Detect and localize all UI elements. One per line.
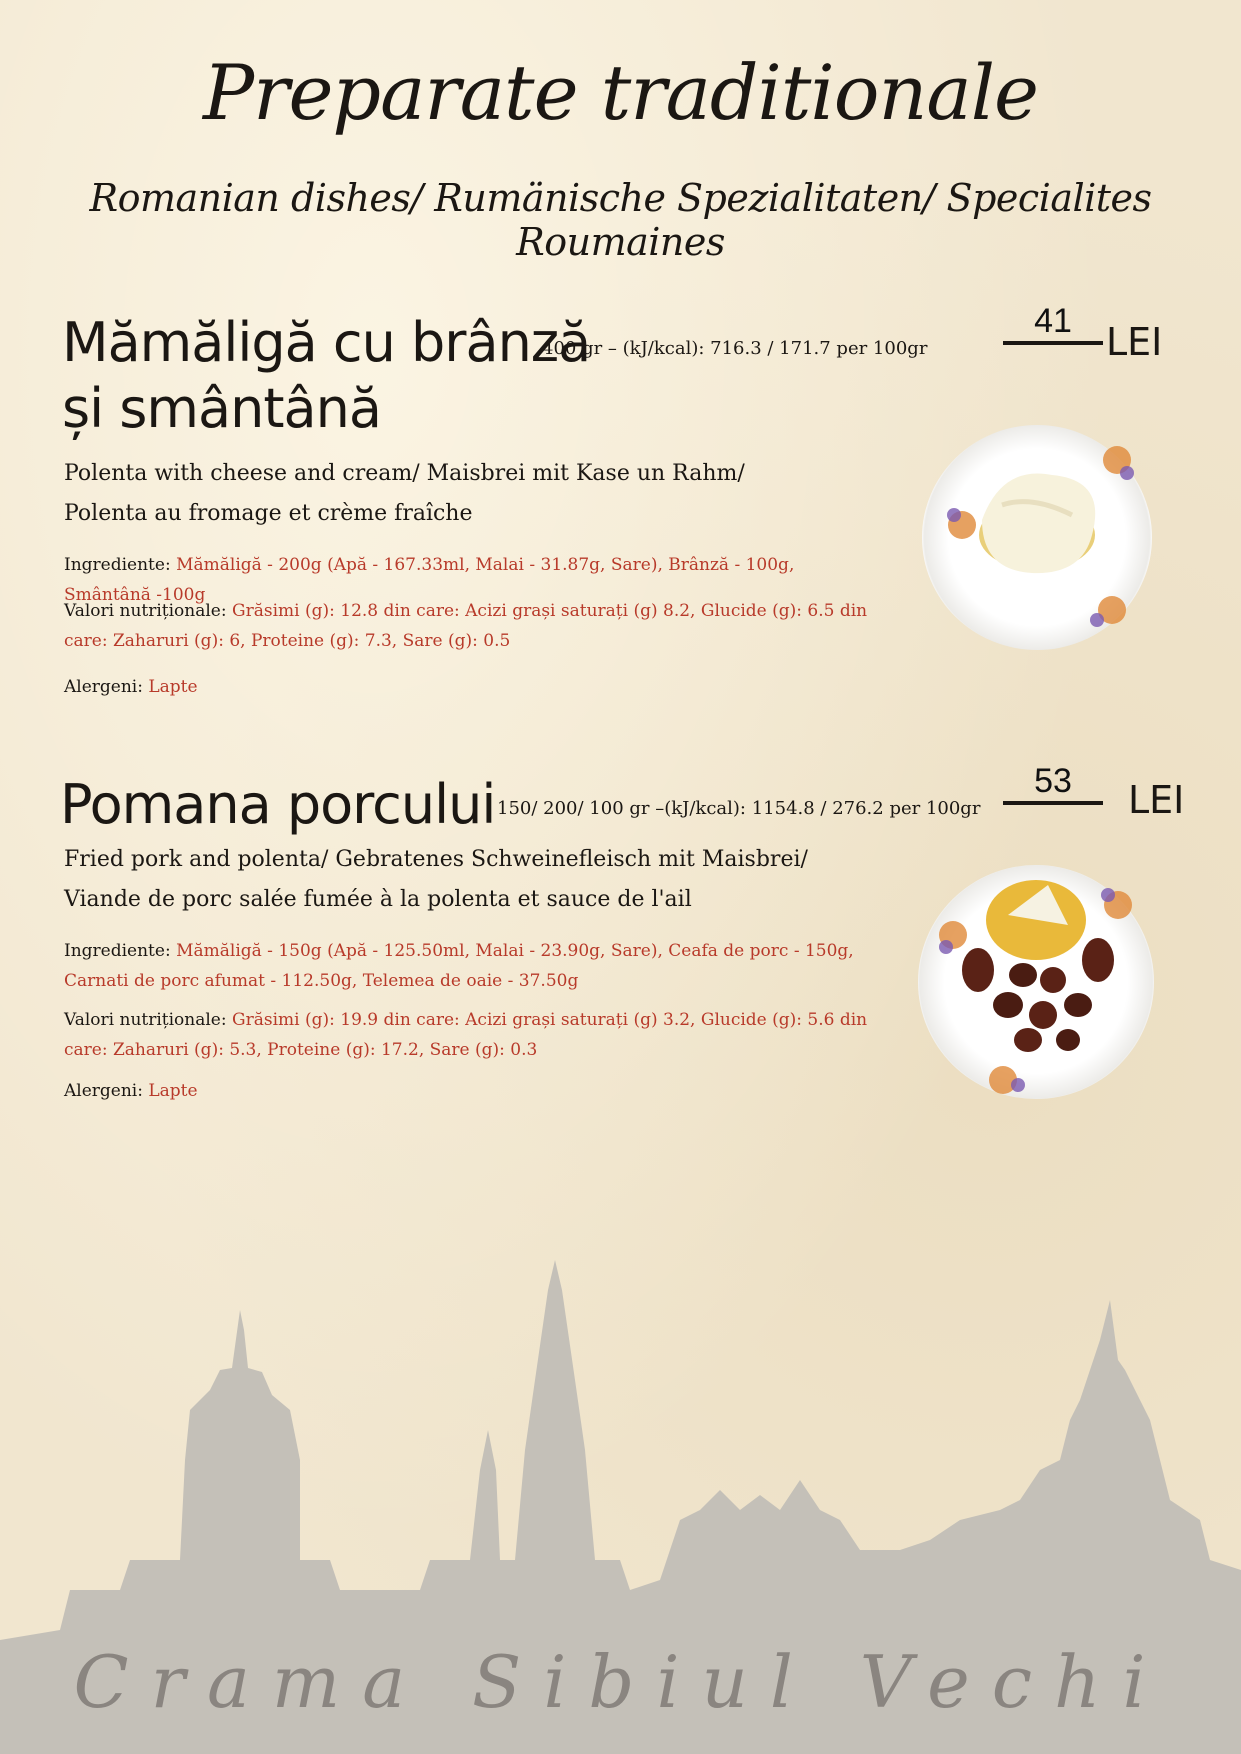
restaurant-brand: Crama Sibiul Vechi <box>73 1640 1168 1724</box>
dish-name-line: și smântână <box>62 377 381 440</box>
page-title: Preparate traditionale <box>202 48 1038 137</box>
page-subtitle: Romanian dishes/ Rumänische Spezialitaten/ Specialites Roumaines <box>89 176 1152 264</box>
price-currency: LEI <box>1128 778 1185 822</box>
dish-nutrition <box>64 596 884 656</box>
description-line: Polenta with cheese and cream/ Maisbrei mit Kase un Rahm/ <box>64 461 745 486</box>
nutrition-text: Grăsimi (g): 19.9 din care: Acizi grași saturați (g) 3.2, Glucide (g): 5.6 din care: Zaharuri (g): 5.3, Proteine (g): 17.2, Sare (g): 0.3 <box>64 1010 868 1060</box>
dish-weight: 400 gr – (kJ/kcal): 716.3 / 171.7 per 100gr <box>542 338 928 359</box>
dish-weight: 150/ 200/ 100 gr –(kJ/kcal): 1154.8 / 276.2 per 100gr <box>497 798 981 819</box>
price-value: 53 <box>1034 762 1072 800</box>
allergens-text: Lapte <box>148 677 198 697</box>
dish-nutrition <box>64 1005 884 1065</box>
description-line: Viande de porc salée fumée à la polenta et sauce de l'ail <box>64 887 692 912</box>
description-line: Polenta au fromage et crème fraîche <box>64 501 473 526</box>
nutrition-text: Grăsimi (g): 12.8 din care: Acizi grași saturați (g) 8.2, Glucide (g): 6.5 din care: Zaharuri (g): 6, Proteine (g): 7.3, Sare (g): 0.5 <box>64 601 868 651</box>
dish-description <box>64 454 745 534</box>
dish-price <box>1003 302 1103 345</box>
ingredients-text: Mămăligă - 200g (Apă - 167.33ml, Malai - 31.87g, Sare), Brânză - 100g, Smântână -100g <box>64 555 795 605</box>
allergens-label: Alergeni: <box>64 1081 143 1101</box>
ingredients-text: Mămăligă - 150g (Apă - 125.50ml, Malai - 23.90g, Sare), Ceafa de porc - 150g, Carnati de porc afumat - 112.50g, Telemea de oaie - 37.50g <box>64 941 854 991</box>
price-currency: LEI <box>1106 320 1163 364</box>
price-underline <box>1003 341 1103 345</box>
dish-description <box>64 840 808 920</box>
allergens-label: Alergeni: <box>64 677 143 697</box>
dish-name <box>62 310 590 442</box>
nutrition-label: Valori nutriționale: <box>64 1010 227 1030</box>
ingredients-label: Ingrediente: <box>64 555 171 575</box>
dish-price <box>1003 762 1103 805</box>
price-value: 41 <box>1034 302 1072 340</box>
dish-name-line: Mămăligă cu brânză <box>62 311 591 374</box>
dish-allergens <box>64 672 884 702</box>
ingredients-label: Ingrediente: <box>64 941 171 961</box>
dish-name: Pomana porcului <box>60 773 496 836</box>
allergens-text: Lapte <box>148 1081 198 1101</box>
dish-allergens <box>64 1076 884 1106</box>
dish-photo-pork-polenta <box>918 865 1154 1099</box>
plate-food-illustration <box>918 865 1154 1099</box>
description-line: Fried pork and polenta/ Gebratenes Schweinefleisch mit Maisbrei/ <box>64 847 808 872</box>
plate-food-illustration <box>922 425 1152 650</box>
nutrition-label: Valori nutriționale: <box>64 601 227 621</box>
dish-ingredients <box>64 936 884 996</box>
price-underline <box>1003 801 1103 805</box>
dish-photo-polenta-cheese <box>922 425 1152 650</box>
